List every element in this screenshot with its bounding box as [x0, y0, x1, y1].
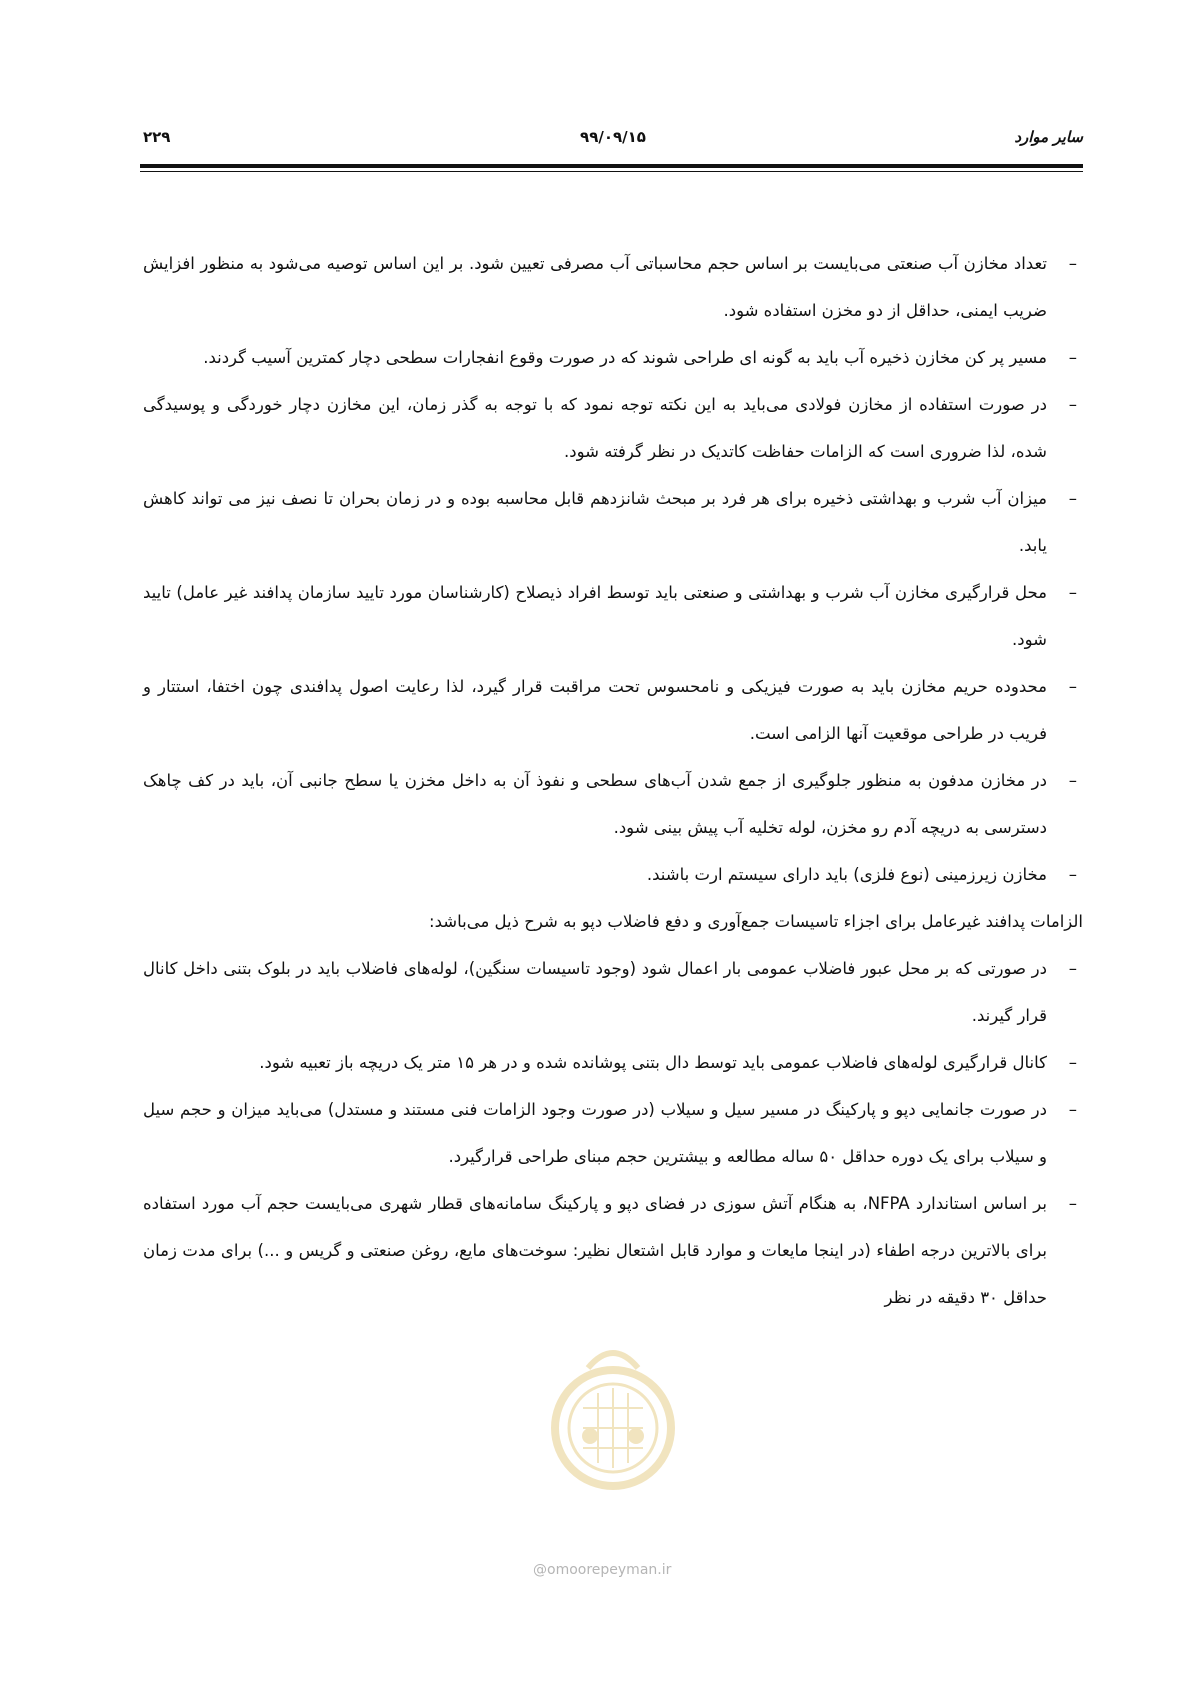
body-content: [143, 240, 1083, 1321]
header-date: ۹۹/۰۹/۱۵: [580, 128, 646, 146]
header-rule-thin: [140, 171, 1083, 172]
list-item-text: در مخازن مدفون به منظور جلوگیری از جمع شدن آب‌های سطحی و نفوذ آن به داخل مخزن یا سطح جانبی آن، باید در کف چاهک دسترسی به دریچه آدم رو مخزن، لوله تخلیه آب پیش بینی شود.: [143, 771, 1047, 837]
list-item: [143, 851, 1083, 898]
sewage-list: [143, 945, 1083, 1321]
list-item: [143, 1180, 1083, 1321]
dash-bullet: –: [1068, 489, 1077, 508]
dash-bullet: –: [1068, 771, 1077, 790]
list-item-text: در صورت جانمایی دپو و پارکینگ در مسیر سیل و سیلاب (در صورت وجود الزامات فنی مستند و مستدل) می‌باید میزان و حجم سیل و سیلاب برای یک دوره حداقل ۵۰ ساله مطالعه و بیشترین حجم مبنای طراحی قرارگیرد.: [143, 1100, 1047, 1166]
dash-bullet: –: [1068, 865, 1077, 884]
list-item-text: تعداد مخازن آب صنعتی می‌بایست بر اساس حجم محاسباتی آب مصرفی تعیین شود. بر این اساس توصیه می‌شود به منظور افزایش ضریب ایمنی، حداقل از دو مخزن استفاده شود.: [143, 254, 1047, 320]
dash-bullet: –: [1068, 583, 1077, 602]
list-item-text: در صورتی که بر محل عبور فاضلاب عمومی بار اعمال شود (وجود تاسیسات سنگین)، لوله‌های فاضلاب باید در بلوک بتنی داخل کانال قرار گیرند.: [143, 959, 1047, 1025]
list-item: [143, 1039, 1083, 1086]
watermark-logo-icon: [548, 1328, 678, 1528]
dash-bullet: –: [1068, 1100, 1077, 1119]
list-item: [143, 757, 1083, 851]
list-item: [143, 475, 1083, 569]
dash-bullet: –: [1068, 395, 1077, 414]
list-item: [143, 1086, 1083, 1180]
intro-paragraph: الزامات پدافند غیرعامل برای اجزاء تاسیسات جمع‌آوری و دفع فاضلاب دپو به شرح ذیل می‌باشد:: [429, 912, 1083, 931]
list-item-text: میزان آب شرب و بهداشتی ذخیره برای هر فرد بر مبحث شانزدهم قابل محاسبه بوده و در زمان بحران تا نصف نیز می تواند کاهش یابد.: [143, 489, 1047, 555]
page-header: [143, 128, 1083, 156]
list-item: [143, 334, 1083, 381]
section-title: سایر موارد: [1014, 128, 1083, 146]
list-item-text: محل قرارگیری مخازن آب شرب و بهداشتی و صنعتی باید توسط افراد ذیصلاح (کارشناسان مورد تایید سازمان پدافند غیر عامل) تایید شود.: [143, 583, 1047, 649]
dash-bullet: –: [1068, 348, 1077, 367]
water-tank-list: [143, 240, 1083, 898]
list-item-text: مخازن زیرزمینی (نوع فلزی) باید دارای سیستم ارت باشند.: [646, 865, 1047, 884]
list-item-text: مسیر پر کن مخازن ذخیره آب باید به گونه ای طراحی شوند که در صورت وقوع انفجارات سطحی دچار کمترین آسیب گردند.: [203, 348, 1047, 367]
dash-bullet: –: [1068, 677, 1077, 696]
dash-bullet: –: [1068, 959, 1077, 978]
list-item: [143, 381, 1083, 475]
dash-bullet: –: [1068, 1194, 1077, 1213]
list-item-text: در صورت استفاده از مخازن فولادی می‌باید به این نکته توجه نمود که با توجه به گذر زمان، این مخازن دچار خوردگی و پوسیدگی شده، لذا ضروری است که الزامات حفاظت کاتدیک در نظر گرفته شود.: [143, 395, 1047, 461]
dash-bullet: –: [1068, 1053, 1077, 1072]
list-item: [143, 663, 1083, 757]
header-rule-thick: [140, 164, 1083, 168]
page-number: ۲۲۹: [143, 128, 171, 146]
list-item: [143, 569, 1083, 663]
list-item-text: بر اساس استاندارد NFPA، به هنگام آتش سوزی در فضای دپو و پارکینگ سامانه‌های قطار شهری می‌بایست حجم آب مورد استفاده برای بالاترین درجه اطفاء (در اینجا مایعات و موارد قابل اشتعال نظیر: سوخت‌های مایع، روغن صنعتی و گریس و ...) برای مدت زمان حداقل ۳۰ دقیقه در نظر: [143, 1194, 1048, 1307]
watermark-site: @omoorepeyman.ir: [533, 1562, 672, 1578]
list-item-text: محدوده حریم مخازن باید به صورت فیزیکی و نامحسوس تحت مراقبت قرار گیرد، لذا رعایت اصول پدافندی چون اختفا، استتار و فریب در طراحی موقعیت آنها الزامی است.: [143, 677, 1047, 743]
list-item: [143, 945, 1083, 1039]
list-item: [143, 240, 1083, 334]
dash-bullet: –: [1068, 254, 1077, 273]
list-item-text: کانال قرارگیری لوله‌های فاضلاب عمومی باید توسط دال بتنی پوشانده شده و در هر ۱۵ متر یک دریچه باز تعبیه شود.: [259, 1053, 1047, 1072]
